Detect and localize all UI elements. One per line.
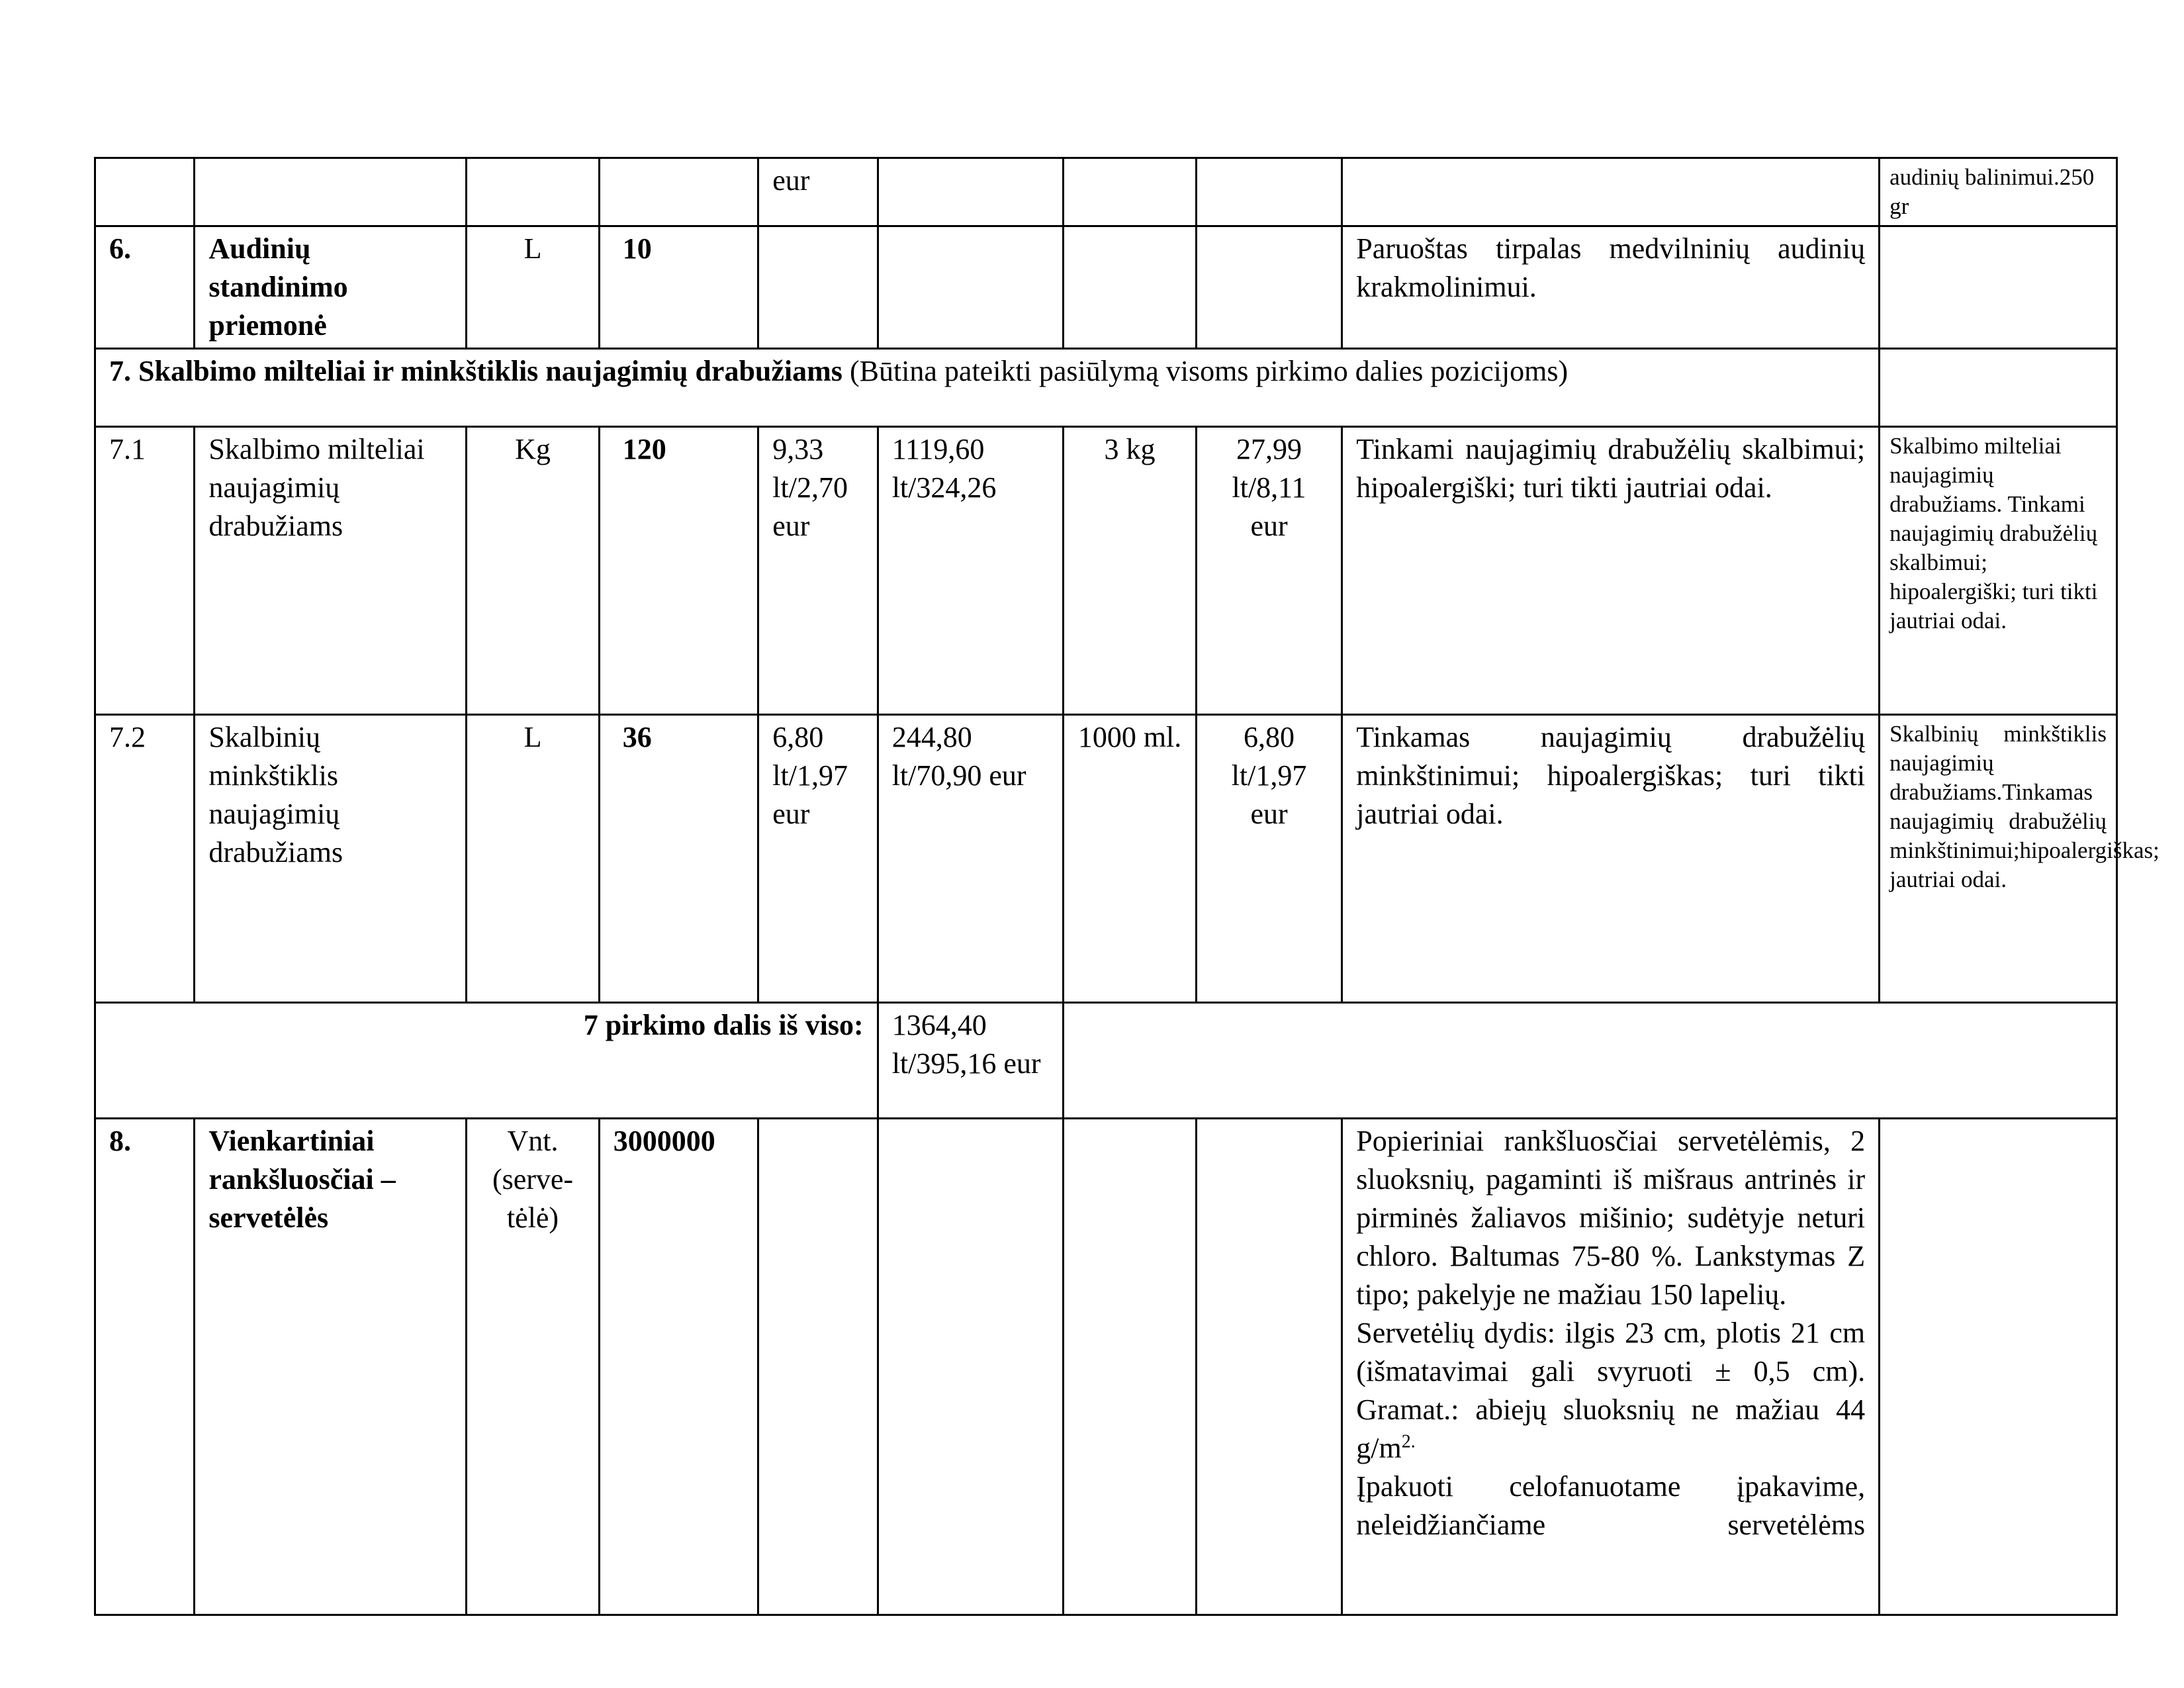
- item-name: Skalbimo milteliai naujagimių drabužiams: [195, 427, 467, 715]
- item-name: Vienkartiniai rankšluosčiai – servetėlės: [195, 1119, 467, 1615]
- description-paragraph: Įpakuoti celofanuotame įpakavime, neleidžiančiame servetėlėms: [1356, 1470, 1866, 1541]
- item-number: 7.1: [95, 427, 195, 715]
- item-total: 244,80 lt/70,90 eur: [878, 715, 1064, 1003]
- item-name: Skalbinių minkštiklis naujagimių drabužiams: [195, 715, 467, 1003]
- item-quantity: 120: [599, 427, 758, 715]
- item-package: 1000 ml.: [1064, 715, 1196, 1003]
- cell: [195, 158, 467, 226]
- cell: [1196, 1119, 1342, 1615]
- item-unit-price: 9,33 lt/2,70 eur: [758, 427, 878, 715]
- cell: [1064, 226, 1196, 349]
- cell: [599, 158, 758, 226]
- item-number: 6.: [95, 226, 195, 349]
- item-total: 1119,60 lt/324,26: [878, 427, 1064, 715]
- item-quantity: 10: [599, 226, 758, 349]
- description-text: Servetėlių dydis: ilgis 23 cm, plotis 21 cm (išmatavimai gali svyruoti ± 0,5 cm). Gramat.: abiejų sluoksnių ne mažiau 44 g/m: [1356, 1317, 1866, 1464]
- subtotal-row: [95, 1003, 2117, 1119]
- cell-note: audinių balinimui.250 gr: [1880, 158, 2117, 226]
- item-quantity: 36: [599, 715, 758, 1003]
- item-note: Skalbimo milteliai naujagimių drabužiams. Tinkami naujagimių drabužėlių skalbimui; hipoalergiški; turi tikti jautriai odai.: [1880, 427, 2117, 715]
- section-title-bold: 7. Skalbimo milteliai ir minkštiklis naujagimių drabužiams: [109, 355, 842, 387]
- cell-price: eur: [758, 158, 878, 226]
- description-paragraph: Popieriniai rankšluosčiai servetėlėmis, 2 sluoksnių, pagaminti iš mišraus antrinės ir pirminės žaliavos mišinio; sudėtyje neturi chloro. Baltumas 75-80 %. Lankstymas Z tipo; pakelyje ne mažiau 150 lapelių.: [1356, 1125, 1866, 1311]
- item-note: Skalbinių minkštiklis naujagimių drabužiams.Tinkamas naujagimių drabužėlių minkštinimui;hipoalergiškas; jautriai odai.: [1880, 715, 2117, 1003]
- item-description: Tinkami naujagimių drabužėlių skalbimui; hipoalergiški; turi tikti jautriai odai.: [1342, 427, 1880, 715]
- item-number: 7.2: [95, 715, 195, 1003]
- item-unit: Kg: [467, 427, 599, 715]
- subtotal-value: 1364,40 lt/395,16 eur: [878, 1003, 1064, 1119]
- cell-note: [1880, 226, 2117, 349]
- section-title: [95, 349, 1880, 427]
- item-unit-price: 6,80 lt/1,97 eur: [758, 715, 878, 1003]
- item-unit: Vnt. (serve-tėlė): [467, 1119, 599, 1615]
- cell: [878, 158, 1064, 226]
- item-description: [1342, 1119, 1880, 1615]
- cell: [1196, 158, 1342, 226]
- item-description: Paruoštas tirpalas medvilninių audinių krakmolinimui.: [1342, 226, 1880, 349]
- item-unit: L: [467, 226, 599, 349]
- table-row: [95, 427, 2117, 715]
- section-header-row: [95, 349, 2117, 427]
- cell: [878, 1119, 1064, 1615]
- table-row: [95, 1119, 2117, 1615]
- cell: [467, 158, 599, 226]
- table-row: [95, 226, 2117, 349]
- item-package-price: 6,80 lt/1,97 eur: [1196, 715, 1342, 1003]
- item-number: 8.: [95, 1119, 195, 1615]
- cell: [1064, 1003, 2117, 1119]
- section-title-note: (Būtina pateikti pasiūlymą visoms pirkimo dalies pozicijoms): [842, 355, 1569, 387]
- item-quantity: 3000000: [599, 1119, 758, 1615]
- procurement-table: [94, 157, 2160, 1616]
- description-paragraph: [1356, 1314, 1865, 1468]
- item-name: Audinių standinimo priemonė: [195, 226, 467, 349]
- item-package-price: 27,99 lt/8,11 eur: [1196, 427, 1342, 715]
- table-row: [95, 715, 2117, 1003]
- cell: [1880, 349, 2117, 427]
- continuation-row: [95, 158, 2117, 226]
- item-description: Tinkamas naujagimių drabužėlių minkštinimui; hipoalergiškas; turi tikti jautriai odai.: [1342, 715, 1880, 1003]
- cell: [95, 158, 195, 226]
- cell: [758, 1119, 878, 1615]
- item-unit: L: [467, 715, 599, 1003]
- item-package: 3 kg: [1064, 427, 1196, 715]
- cell: [1064, 1119, 1196, 1615]
- cell: [1196, 226, 1342, 349]
- cell: [1064, 158, 1196, 226]
- cell: [758, 226, 878, 349]
- superscript: 2.: [1401, 1431, 1416, 1452]
- cell: [878, 226, 1064, 349]
- subtotal-label: 7 pirkimo dalis iš viso:: [95, 1003, 878, 1119]
- cell: [1342, 158, 1880, 226]
- cell-note: [1880, 1119, 2117, 1615]
